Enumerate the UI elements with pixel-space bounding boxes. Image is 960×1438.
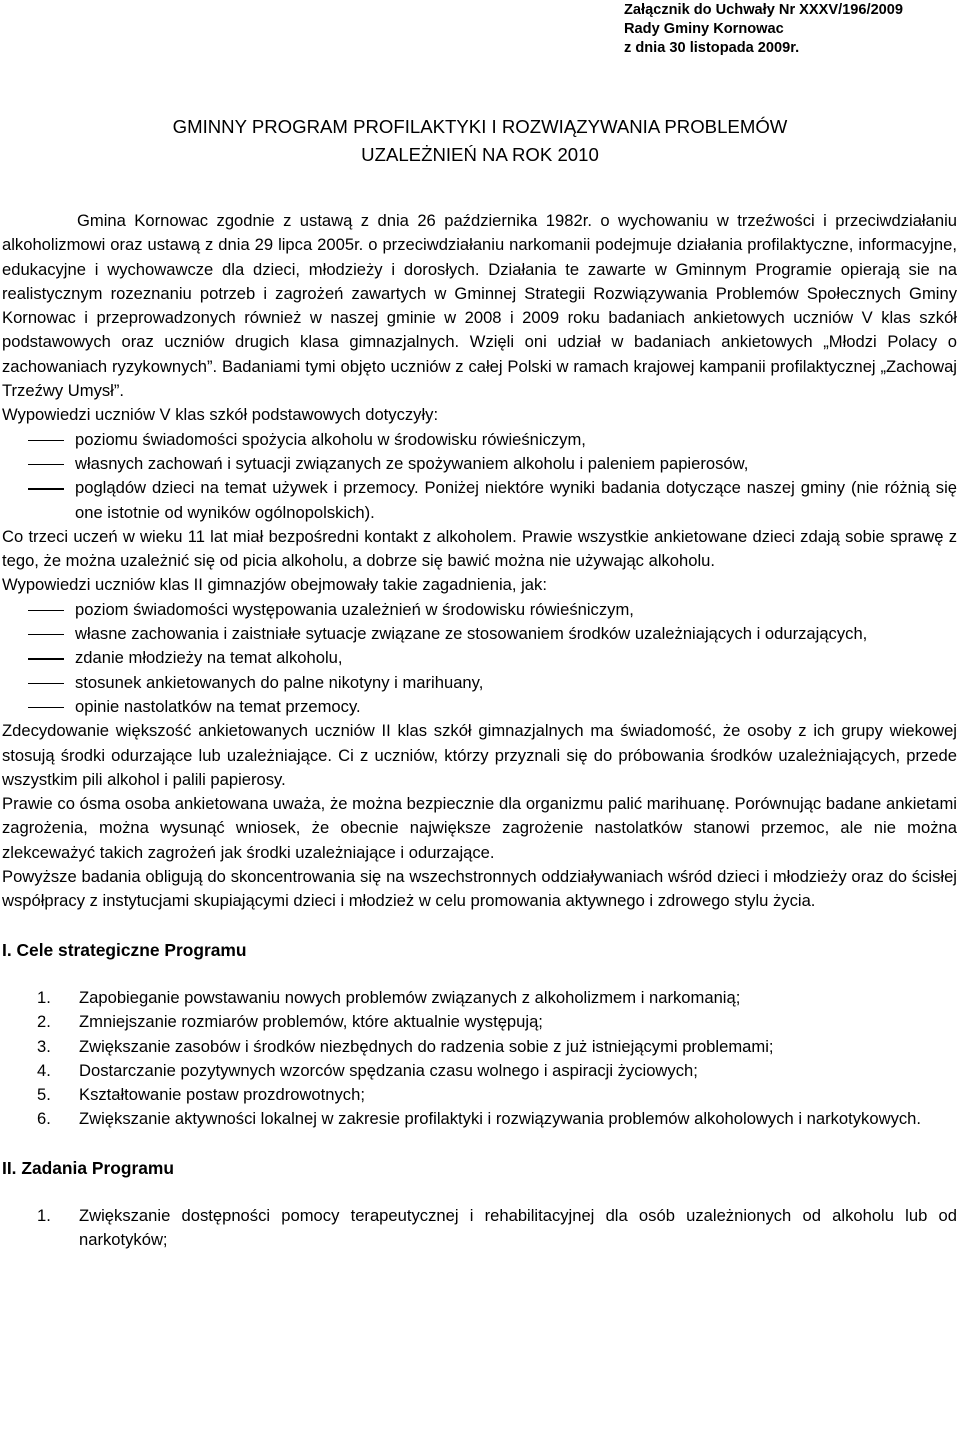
document-body bbox=[2, 209, 957, 1253]
item-number: 3. bbox=[37, 1036, 51, 1056]
item-text: Zwiększanie dostępności pomocy terapeutycznej i rehabilitacyjnej dla osób uzależnionych od alkoholu lub od narkotyków; bbox=[79, 1205, 957, 1250]
gymnasium-survey-lead: Wypowiedzi uczniów klas II gimnazjów obejmowały takie zagadnienia, jak: bbox=[2, 575, 547, 595]
list-item: poziom świadomości występowania uzależnień w środowisku rówieśniczym, bbox=[2, 598, 957, 622]
list-item bbox=[2, 1035, 957, 1059]
title-line: GMINNY PROGRAM PROFILAKTYKI I ROZWIĄZYWANIA PROBLEMÓW bbox=[172, 116, 788, 137]
item-number: 1. bbox=[37, 1205, 51, 1225]
document-title bbox=[0, 113, 960, 169]
section-heading-goals: I. Cele strategiczne Programu bbox=[2, 939, 247, 960]
list-item bbox=[2, 1083, 957, 1107]
item-text: Kształtowanie postaw prozdrowotnych; bbox=[79, 1085, 365, 1105]
primary-survey-lead: Wypowiedzi uczniów V klas szkół podstawowych dotyczyły: bbox=[2, 405, 439, 425]
section-heading-tasks: II. Zadania Programu bbox=[2, 1157, 175, 1178]
annex-line: Rady Gminy Kornowac bbox=[624, 21, 784, 37]
list-item bbox=[2, 1010, 957, 1034]
list-item: stosunek ankietowanych do palne nikotyny i marihuany, bbox=[2, 671, 957, 695]
item-text: Dostarczanie pozytywnych wzorców spędzania czasu wolnego i aspiracji życiowych; bbox=[79, 1060, 698, 1080]
annex-line: z dnia 30 listopada 2009r. bbox=[624, 40, 800, 56]
majority-paragraph: Zdecydowanie większość ankietowanych uczniów II klas szkół gimnazjalnych ma świadomość, że osoby z ich grupy wiekowej stosują środki odurzające lub uzależniające. Ci z uczniów, którzy przyznali się do próbowania środków uzależniających, przede wszystkim pili alkohol i palili papierosy. bbox=[2, 721, 957, 789]
eighth-paragraph: Prawie co ósma osoba ankietowana uważa, że można bezpiecznie dla organizmu palić marihuanę. Porównując badane ankietami zagrożenia, można wysunąć wniosek, że obecnie największe zagrożenie nastolatków stanowi przemoc, ale nie można zlekceważyć takich zagrożeń jak środki uzależniające i odurzające. bbox=[2, 794, 957, 862]
list-item: zdanie młodzieży na temat alkoholu, bbox=[2, 646, 957, 670]
list-item bbox=[2, 986, 957, 1010]
item-number: 6. bbox=[37, 1109, 51, 1129]
goals-list bbox=[2, 986, 957, 1132]
list-item bbox=[2, 1107, 957, 1131]
intro-paragraph: Gmina Kornowac zgodnie z ustawą z dnia 26 października 1982r. o wychowaniu w trzeźwości i przeciwdziałaniu alkoholizmowi oraz ustawą z dnia 29 lipca 2005r. o przeciwdziałaniu narkomanii podejmuje działania profilaktyczne, informacyjne, edukacyjne i wychowawcze dla dzieci, młodzieży i dorosłych. Działania te zawarte w Gminnym Programie opierają sie na realistycznym rozeznaniu potrzeb i zagrożeń zawartych w Gminnej Strategii Rozwiązywania Problemów Społecznych Gminy Kornowac i przeprowadzonych również w naszej gminie w 2008 i 2009 roku badaniach ankietowych uczniów V klas szkół podstawowych oraz uczniów drugich klasa gimnazjalnych. Wzięli oni udział w badaniach ankietowych „Młodzi Polacy o zachowaniach ryzykownych”. Badaniami tymi objęto uczniów z całej Polski w ramach krajowej kampanii profilaktycznej „Zachowaj Trzeźwy Umysł”. bbox=[2, 211, 957, 401]
item-text: Zwiększanie zasobów i środków niezbędnych do radzenia sobie z już istniejącymi problemami; bbox=[79, 1036, 774, 1056]
item-text: Zwiększanie aktywności lokalnej w zakresie profilaktyki i rozwiązywania problemów alkoholowych i narkotykowych. bbox=[79, 1109, 922, 1129]
item-text: Zmniejszanie rozmiarów problemów, które aktualnie występują; bbox=[79, 1012, 543, 1032]
primary-survey-list bbox=[2, 428, 957, 525]
list-item: opinie nastolatków na temat przemocy. bbox=[2, 695, 957, 719]
item-number: 4. bbox=[37, 1060, 51, 1080]
list-item bbox=[2, 1059, 957, 1083]
item-number: 2. bbox=[37, 1012, 51, 1032]
age11-paragraph: Co trzeci uczeń w wieku 11 lat miał bezpośredni kontakt z alkoholem. Prawie wszystkie ankietowane dzieci zdają sobie sprawę z tego, że można uzależnić się od picia alkoholu, a dobrze się bawić można nie używając alkoholu. bbox=[2, 526, 957, 571]
annex-header bbox=[624, 1, 903, 58]
list-item: własnych zachowań i sytuacji związanych ze spożywaniem alkoholu i paleniem papierosów, bbox=[2, 452, 957, 476]
conclusion-paragraph: Powyższe badania obligują do skoncentrowania się na wszechstronnych oddziaływaniach wśród dzieci i młodzieży oraz do ścisłej współpracy z instytucjami skupiającymi dzieci i młodzież w celu promowania aktywnego i zdrowego stylu życia. bbox=[2, 867, 957, 911]
list-item: poglądów dzieci na temat używek i przemocy. Poniżej niektóre wyniki badania dotyczące naszej gminy (nie różnią się one istotnie od wyników ogólnopolskich). bbox=[2, 476, 957, 525]
gymnasium-survey-list bbox=[2, 598, 957, 719]
item-number: 1. bbox=[37, 987, 51, 1007]
item-number: 5. bbox=[37, 1085, 51, 1105]
list-item: poziomu świadomości spożycia alkoholu w środowisku rówieśniczym, bbox=[2, 428, 957, 452]
title-line: UZALEŻNIEŃ NA ROK 2010 bbox=[361, 144, 599, 165]
item-text: Zapobieganie powstawaniu nowych problemów związanych z alkoholizmem i narkomanią; bbox=[79, 987, 741, 1007]
annex-line: Załącznik do Uchwały Nr XXXV/196/2009 bbox=[624, 2, 904, 18]
tasks-list bbox=[2, 1204, 957, 1253]
list-item: własne zachowania i zaistniałe sytuacje związane ze stosowaniem środków uzależniających i odurzających, bbox=[2, 622, 957, 646]
list-item bbox=[2, 1204, 957, 1253]
